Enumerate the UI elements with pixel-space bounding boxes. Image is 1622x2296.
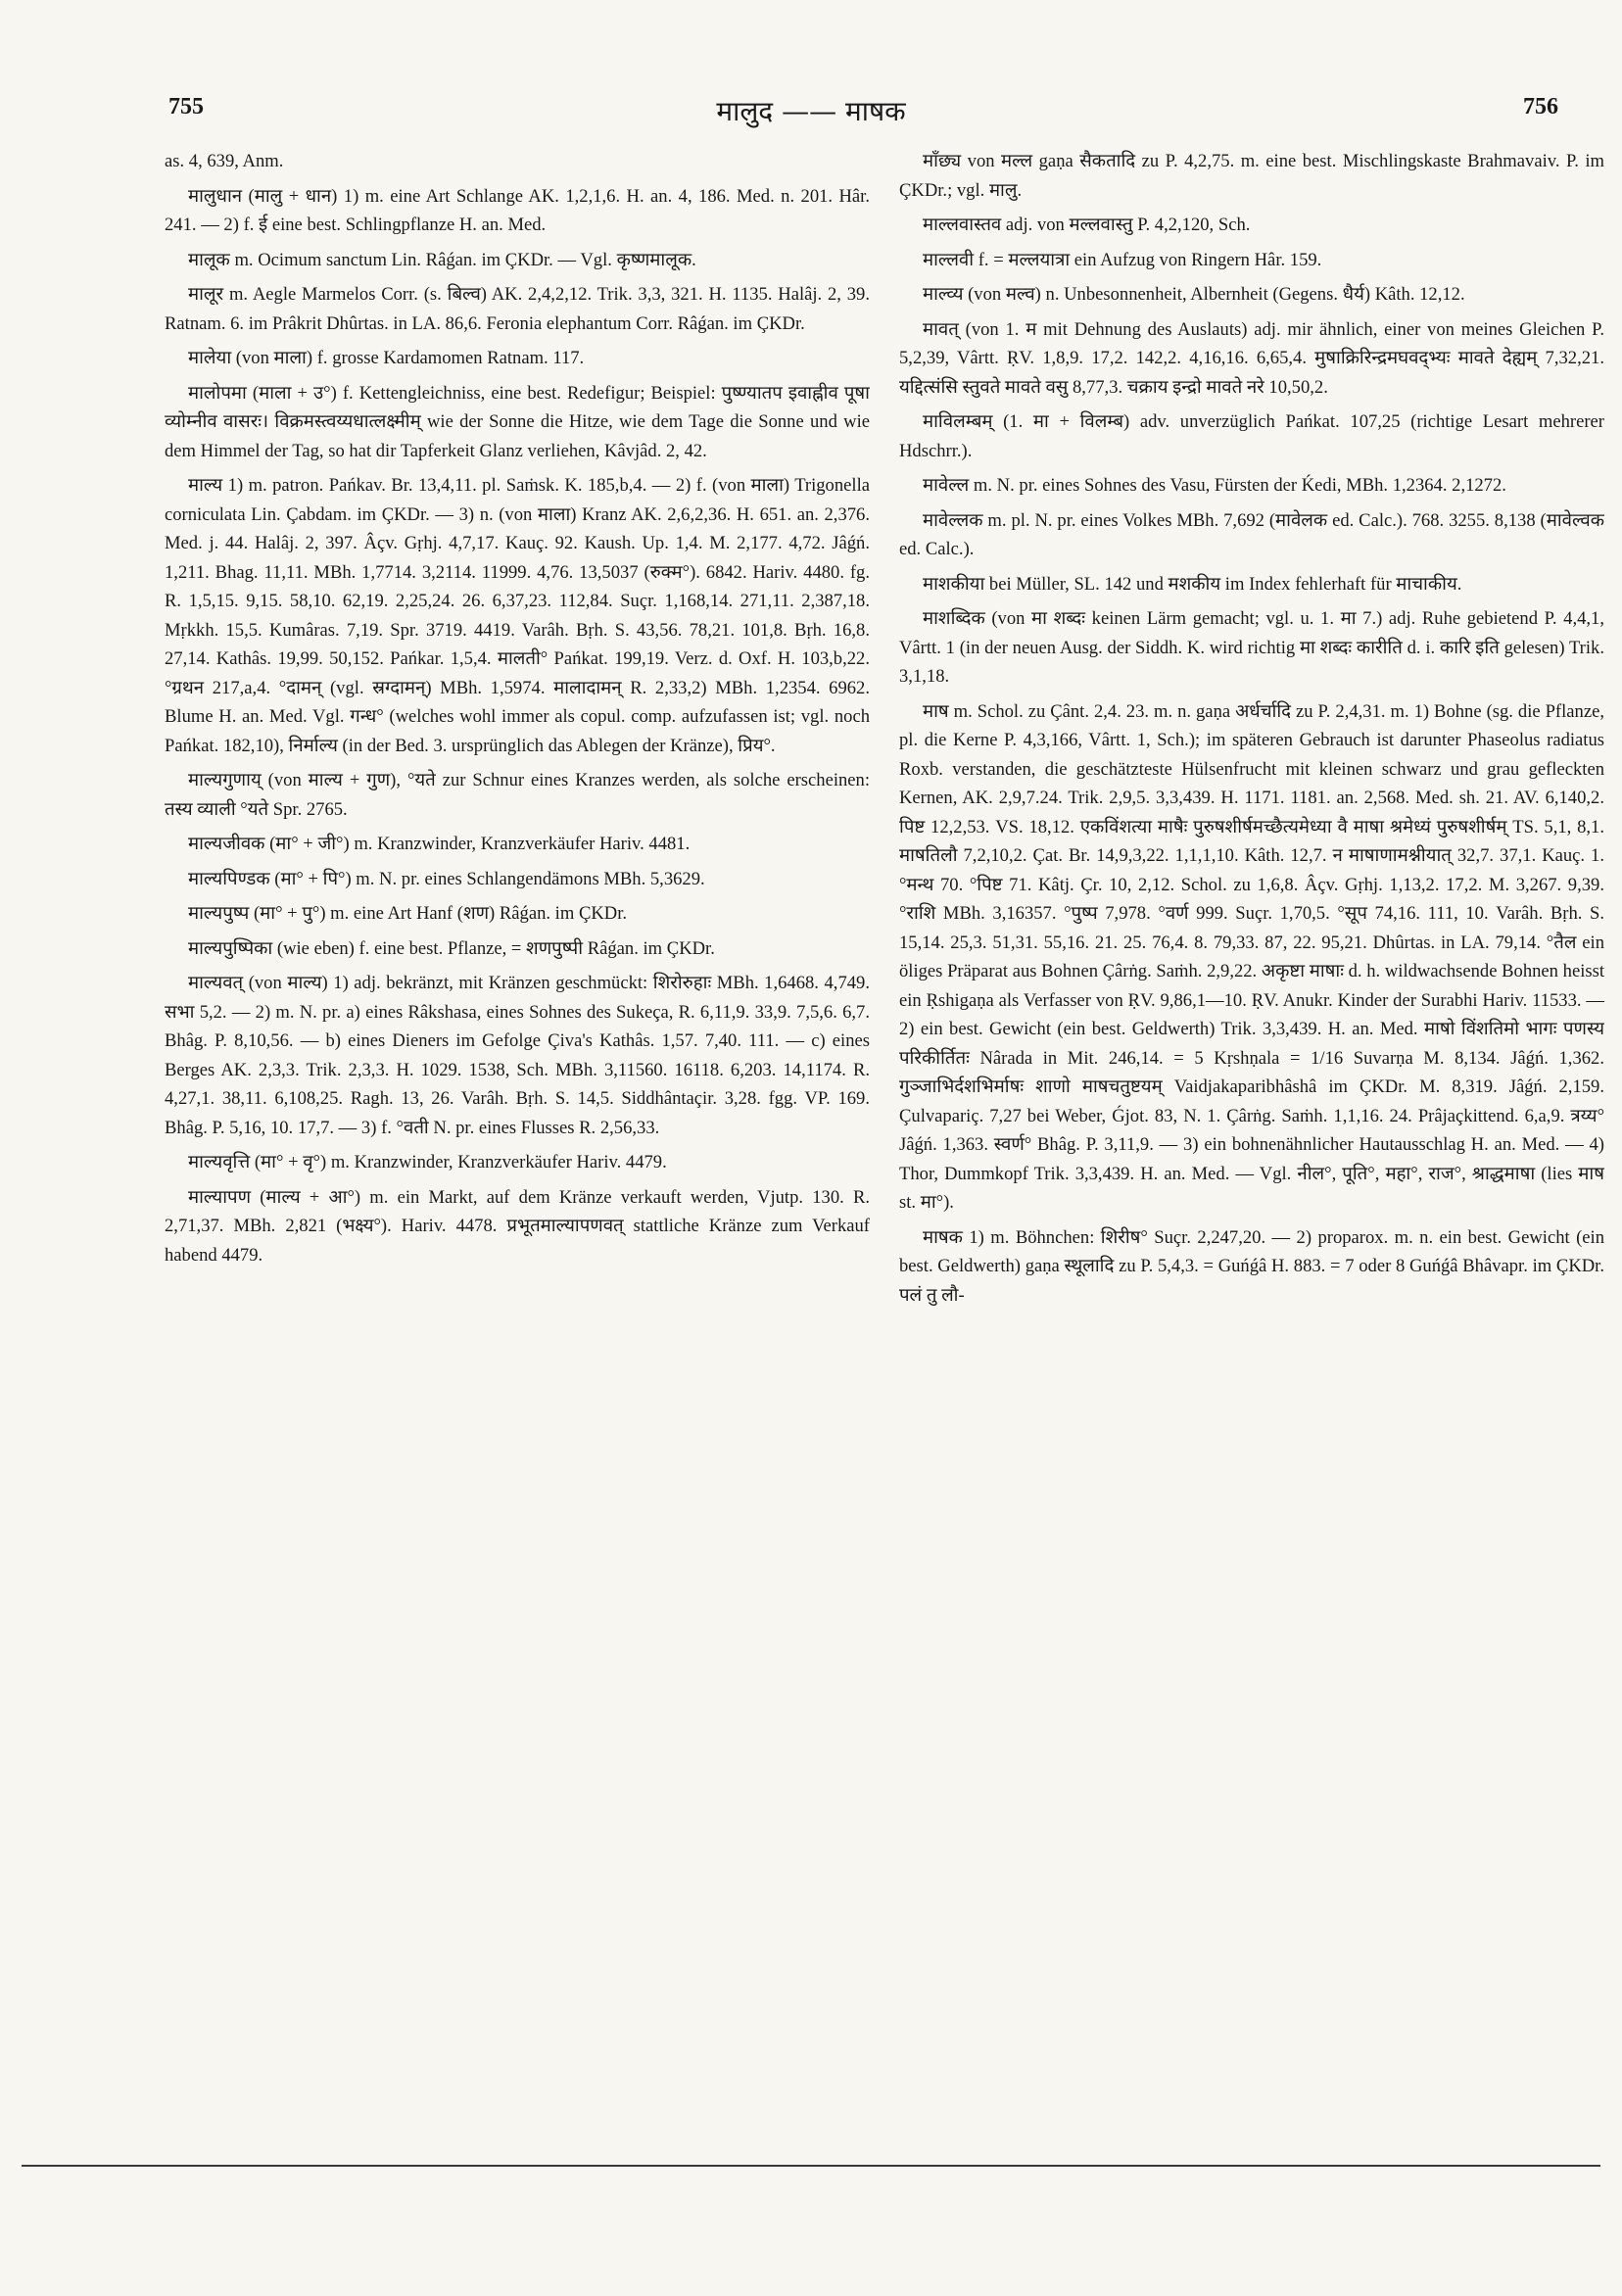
dictionary-entry: माशब्दिक (von मा शब्दः keinen Lärm gemacht; vgl. u. 1. मा 7.) adj. Ruhe gebietend P. 4,4,1, Vârtt. 1 (in der neuen Ausg. der Siddh. K. wird richtig मा शब्दः कारीति d. i. कारि इति gelesen) Trik. 3,1,18. (899, 608, 1604, 687)
footer-rule (22, 2165, 1600, 2167)
dictionary-entry: माल्यजीवक (मा° + जी°) m. Kranzwinder, Kranzverkäufer Hariv. 4481. (188, 834, 691, 854)
left-column (165, 147, 870, 2116)
dictionary-entry: माल्यगुणाय् (von माल्य + गुण), °यते zur Schnur eines Kranzes werden, als solche erscheinen: तस्य व्याली °यते Spr. 2765. (165, 770, 870, 820)
running-head: मालुद —— माषक (716, 95, 906, 127)
dictionary-entry: मालूक m. Ocimum sanctum Lin. Râǵan. im ÇKDr. — Vgl. कृष्णमालूक. (188, 249, 696, 270)
dictionary-entry: मालुधान (मालु + धान) 1) m. eine Art Schlange AK. 1,2,1,6. H. an. 4, 186. Med. n. 201. Hâr. 241. — 2) f. ई eine best. Schlingpflanze H. an. Med. (165, 185, 870, 235)
dictionary-entry: माल्लवी f. = मल्लयात्रा ein Aufzug von Ringern Hâr. 159. (923, 249, 1322, 270)
dictionary-entry: माल्यपुष्पिका (wie eben) f. eine best. Pflanze, = शणपुष्पी Râǵan. im ÇKDr. (188, 937, 715, 959)
page-number-right: 756 (1523, 94, 1558, 120)
dictionary-entry: माल्यपिण्डक (मा° + पि°) m. N. pr. eines Schlangendämons MBh. 5,3629. (188, 868, 705, 889)
dictionary-entry: माल्य 1) m. patron. Pańkav. Br. 13,4,11. pl. Saṁsk. K. 185,b,4. — 2) f. (von माला) Trigonella corniculata Lin. Çabdam. im ÇKDr. — 3) n. (von माला) Kranz AK. 2,6,2,36. H. 651. an. 2,376. Med. j. 44. Halâj. 2, 397. Âçv. Gṛhj. 4,7,17. Kauç. 92. Kaush. Up. 1,4. M. 2,177. 4,72. Jâǵń. 1,211. Bhag. 11,11. MBh. 1,7714. 3,2114. 11999. 4,76. 13,5037 (रुक्म°). 6842. Hariv. 4480. fg. R. 1,5,15. 9,15. 58,10. 62,19. 2,25,24. 26. 6,37,23. 112,84. Suçr. 1,168,14. 271,11. 2,387,18. Mṛkkh. 15,5. Kumâras. 7,19. Spr. 3719. 4419. Varâh. Bṛh. S. 43,56. 78,21. 101,8. Bṛh. 16,8. 27,14. Kathâs. 19,99. 50,152. Pańkar. 1,5,4. मालती° Pańkat. 199,19. Verz. d. Oxf. H. 103,b,22. °ग्रथन 217,a,4. °दामन् (vgl. स्रग्दामन्) MBh. 1,5974. मालादामन् R. 2,33,2) MBh. 1,2354. 6962. Blume H. an. Med. Vgl. गन्ध° (welches wohl immer als copul. comp. aufzufassen ist; vgl. noch Pańkat. 182,10), निर्माल्य (in der Bed. 3. ursprünglich das Ablegen der Kränze), प्रिय°. (165, 475, 870, 756)
dictionary-entry: माशकीया bei Müller, SL. 142 und मशकीय im Index fehlerhaft für माचाकीय. (923, 573, 1462, 595)
dictionary-entry: माल्व्य (von मल्व) n. Unbesonnenheit, Albernheit (Gegens. धैर्य) Kâth. 12,12. (923, 284, 1465, 305)
dictionary-entry: मालेया (von माला) f. grosse Kardamomen Ratnam. 117. (188, 348, 585, 368)
dictionary-entry: माविलम्बम् (1. मा + विलम्ब) adv. unverzüglich Pańkat. 107,25 (richtige Lesart mehrerer Hdschrr.). (899, 411, 1604, 461)
dictionary-entry: मालूर m. Aegle Marmelos Corr. (s. बिल्व) AK. 2,4,2,12. Trik. 3,3, 321. H. 1135. Halâj. 2, 39. Ratnam. 6. im Prâkrit Dhûrtas. in LA. 86,6. Feronia elephantum Corr. Râǵan. im ÇKDr. (165, 284, 870, 334)
dictionary-entry: माँछ्य von मल्ल gaṇa सैकतादि zu P. 4,2,75. m. eine best. Mischlingskaste Brahmavaiv. P. im ÇKDr.; vgl. मालु. (899, 151, 1604, 201)
dictionary-entry: as. 4, 639, Anm. (165, 151, 284, 171)
dictionary-entry: माल्यवत् (von माल्य) 1) adj. bekränzt, mit Kränzen geschmückt: शिरोरुहाः MBh. 1,6468. 4,749. सभा 5,2. — 2) m. N. pr. a) eines Râkshasa, eines Sohnes des Sukeça, R. 6,11,9. 33,9. 7,5,6. 6,7. Bhâg. P. 8,10,56. — b) eines Dieners im Gefolge Çiva's Kathâs. 1,57. 7,40. 111. — c) eines Berges AK. 2,3,3. Trik. 2,3,3. H. 1029. 1538, Sch. MBh. 3,11560. 16118. 6,203. 14,1174. R. 4,27,1. 38,11. 6,108,25. Ragh. 13, 26. Varâh. Bṛh. S. 14,5. Siddhântaçir. 3,28. fgg. VP. 169. Bhâg. P. 5,16, 10. 17,7. — 3) f. °वती N. pr. eines Flusses R. 2,56,33. (165, 973, 870, 1138)
page-header (0, 94, 1622, 133)
dictionary-entry: माल्यवृत्ति (मा° + वृ°) m. Kranzwinder, Kranzverkäufer Hariv. 4479. (188, 1152, 667, 1172)
dictionary-entry: मावेल्ल m. N. pr. eines Sohnes des Vasu, Fürsten der Ḱedi, MBh. 1,2364. 2,1272. (923, 475, 1506, 496)
dictionary-entry: माषक 1) m. Böhnchen: शिरीष° Suçr. 2,247,20. — 2) proparox. m. n. ein best. Gewicht (ein best. Geldwerth) gaṇa स्थूलादि zu P. 5,4,3. = Guńǵâ H. 883. = 7 oder 8 Guńǵâ Bhâvapr. im ÇKDr. पलं तु लौ- (899, 1226, 1604, 1306)
dictionary-entry: माल्लवास्तव adj. von मल्लवास्तु P. 4,2,120, Sch. (923, 215, 1251, 235)
dictionary-entry: माष m. Schol. zu Çânt. 2,4. 23. m. n. gaṇa अर्धर्चादि zu P. 2,4,31. m. 1) Bohne (sg. die Pflanze, pl. die Kerne P. 4,3,166, Vârtt. 1, Sch.); im späteren Gebrauch ist darunter Phaseolus radiatus Roxb. verstanden, die geschätzteste Hülsenfrucht mit kleinen schwarz und grau gefleckten Kernen, AK. 2,9,7.24. Trik. 2,9,5. 3,3,439. H. 1171. 1181. an. 2,568. Med. sh. 21. AV. 6,140,2. पिष्ट 12,2,53. VS. 18,12. एकविंशत्या माषैः पुरुषशीर्षमच्छैत्यमेध्या वै माषा श्रमेध्यं पुरुषशीर्षम् TS. 5,1, 8,1. माषतिलौ 7,2,10,2. Çat. Br. 14,9,3,22. 1,1,1,10. Kâth. 12,7. न माषाणामश्नीयात् 32,7. 37,1. Kauç. 1. °मन्थ 70. °पिष्ट 71. Kâtj. Çr. 10, 2,12. Schol. zu 1,6,8. Âçv. Gṛhj. 1,13,2. 17,2. M. 3,267. 9,39. °राशि MBh. 3,16357. °पुष्प 7,978. °वर्ण 999. Suçr. 1,70,5. °सूप 74,16. 111, 10. Varâh. Bṛh. S. 15,14. 25,3. 51,31. 55,16. 21. 25. 76,4. 8. 79,33. 87, 22. 95,21. Dhûrtas. in LA. 79,14. °तैल ein öliges Präparat aus Bohnen Çârṅg. Saṁh. 2,9,22. अकृष्टा माषाः d. h. wildwachsende Bohnen heisst ein Ṛshigaṇa als Verfasser von ṚV. 9,86,1—10. ṚV. Anukr. Kinder der Surabhi Hariv. 11533. — 2) ein best. Gewicht (ein best. Geldwerth) Trik. 3,3,439. H. an. Med. माषो विंशतिमो भागः पणस्य परिकीर्तितः Nârada in Mit. 246,14. = 5 Kṛshṇala = 1/16 Suvarṇa M. 8,134. Jâǵń. 1,362. गुञ्जाभिर्दशभिर्माषः शाणो माषचतुष्टयम् Vaidjakaparibhâshâ im ÇKDr. M. 8,319. Jâǵń. 2,159. Çulvapariç. 7,27 bei Weber, Ǵjot. 83, N. 1. Çârṅg. Saṁh. 1,1,16. 24. Prâjaçkittend. 6,a,9. त्रय्य° Jâǵń. 1,363. स्वर्ण° Bhâg. P. 3,11,9. — 3) ein bohnenähnlicher Hautausschlag H. an. Med. — 4) Thor, Dummkopf Trik. 3,3,439. H. an. Med. — Vgl. नील°, पूति°, महा°, राज°, श्राद्धमाषा (lies माष st. मा°). (899, 700, 1604, 1213)
page-number-left: 755 (168, 94, 204, 120)
dictionary-entry: मावत् (von 1. म mit Dehnung des Auslauts) adj. mir ähnlich, einer von meines Gleichen P. 5,2,39, Vârtt. ṚV. 1,8,9. 17,2. 142,2. 4,16,16. 6,65,4. मुषाक्रिरिन्द्रमघवद्भ्यः मावते देह्यम् 7,32,21. यद्दित्संसि स्तुवते मावते वसु 8,77,3. चक्राय इन्द्रो मावते नरे 10,50,2. (899, 318, 1604, 398)
dictionary-entry: मालोपमा (माला + उ°) f. Kettengleichniss, eine best. Redefigur; Beispiel: पुष्ण्यातप इवाह्नीव पूषा व्योम्नीव वासरः। विक्रमस्त्वय्यधात्लक्ष्मीम् wie der Sonne die Hitze, wie dem Tage die Sonne und wie dem Himmel der Tag, so hat dir Tapferkeit Glanz verliehen, Kâvjâd. 2, 42. (165, 382, 870, 461)
dictionary-entry: माल्यपुष्प (मा° + पु°) m. eine Art Hanf (शण) Râǵan. im ÇKDr. (188, 903, 628, 924)
dictionary-entry: मावेल्लक m. pl. N. pr. eines Volkes MBh. 7,692 (मावेलक ed. Calc.). 768. 3255. 8,138 (मावेल्वक ed. Calc.). (899, 509, 1604, 559)
dictionary-entry: माल्यापण (माल्य + आ°) m. ein Markt, auf dem Kränze verkauft werden, Vjutp. 130. R. 2,71,37. MBh. 2,821 (भक्ष्य°). Hariv. 4478. प्रभूतमाल्यापणवत् stattliche Kränze zum Verkauf habend 4479. (165, 1186, 870, 1266)
right-column (899, 147, 1604, 2116)
